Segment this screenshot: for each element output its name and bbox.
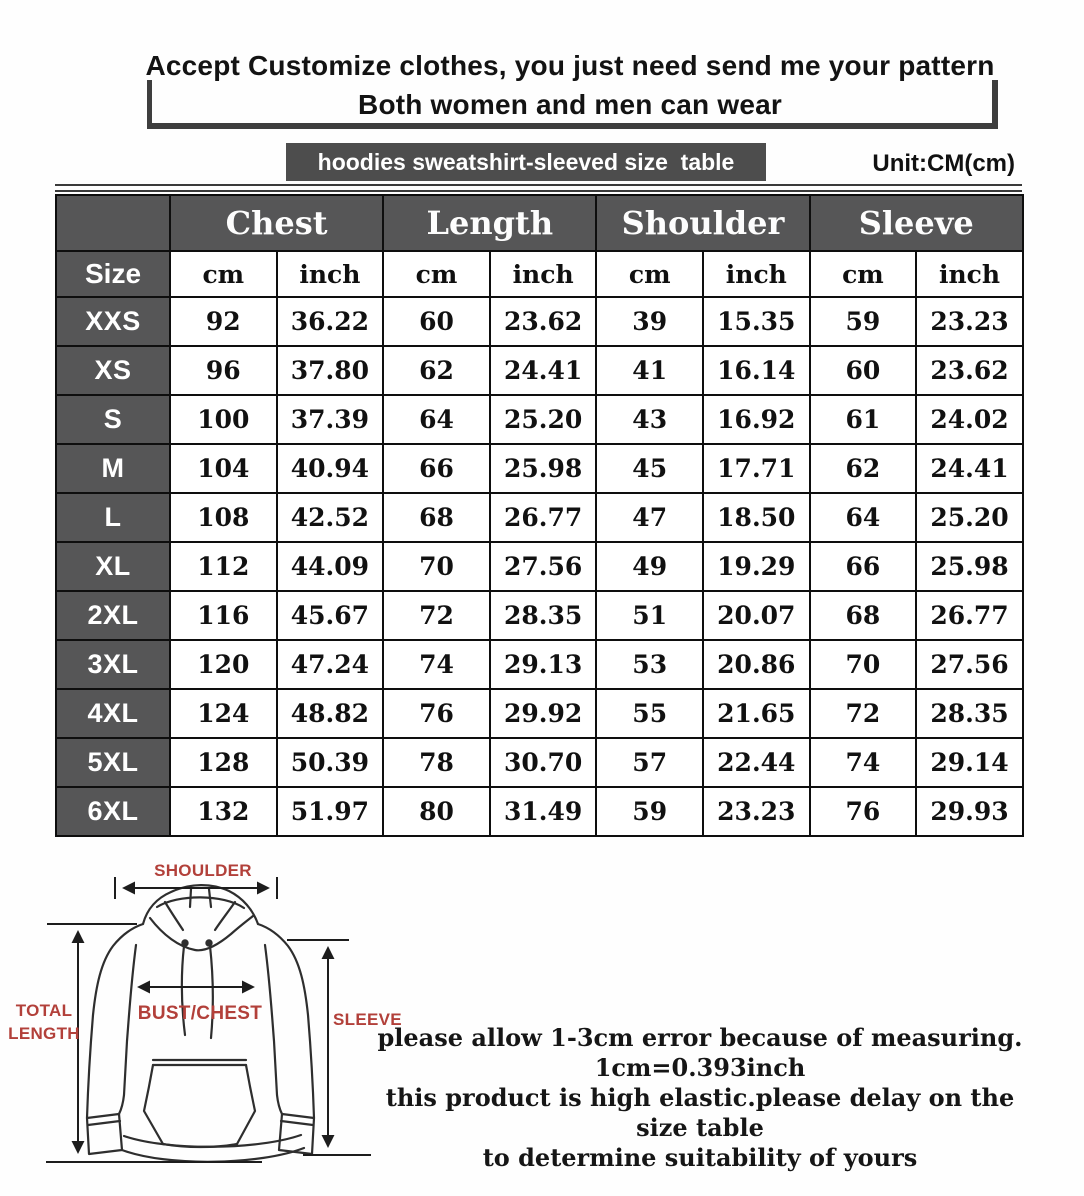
size-table-head xyxy=(56,195,1023,297)
size-row-4xl xyxy=(56,689,1023,738)
bust-chest-label: BUST/CHEST xyxy=(137,1003,263,1024)
value-cell: 29.13 xyxy=(490,640,597,689)
value-cell: 80 xyxy=(383,787,490,836)
value-cell: 42.52 xyxy=(277,493,384,542)
value-cell: 66 xyxy=(810,542,917,591)
value-cell: 51.97 xyxy=(277,787,384,836)
value-cell: 72 xyxy=(810,689,917,738)
sub-header-0-cm: cm xyxy=(170,251,277,297)
unit-label: Unit:CM(cm) xyxy=(872,150,1015,177)
column-group-sleeve: Sleeve xyxy=(810,195,1023,251)
value-cell: 17.71 xyxy=(703,444,810,493)
size-label-cell: 5XL xyxy=(56,738,170,787)
size-row-3xl xyxy=(56,640,1023,689)
size-label-cell: S xyxy=(56,395,170,444)
headline-line1: Accept Customize clothes, you just need send me your pattern xyxy=(145,50,995,81)
value-cell: 43 xyxy=(596,395,703,444)
note-line3: this product is high elastic.please delay on the size table xyxy=(385,1083,1015,1142)
size-label-cell: XS xyxy=(56,346,170,395)
value-cell: 51 xyxy=(596,591,703,640)
value-cell: 23.23 xyxy=(703,787,810,836)
value-cell: 27.56 xyxy=(490,542,597,591)
table-title-banner: hoodies sweatshirt-sleeved size table xyxy=(286,143,766,181)
value-cell: 96 xyxy=(170,346,277,395)
value-cell: 70 xyxy=(383,542,490,591)
sub-header-2-cm: cm xyxy=(383,251,490,297)
size-label-cell: 3XL xyxy=(56,640,170,689)
value-cell: 23.62 xyxy=(490,297,597,346)
column-group-shoulder: Shoulder xyxy=(596,195,809,251)
size-row-xs xyxy=(56,346,1023,395)
value-cell: 28.35 xyxy=(490,591,597,640)
size-table xyxy=(55,194,1024,837)
headline-line2: Both women and men can wear xyxy=(358,89,782,120)
value-cell: 62 xyxy=(810,444,917,493)
value-cell: 49 xyxy=(596,542,703,591)
value-cell: 45.67 xyxy=(277,591,384,640)
size-label-cell: M xyxy=(56,444,170,493)
value-cell: 59 xyxy=(810,297,917,346)
value-cell: 40.94 xyxy=(277,444,384,493)
total-length-label xyxy=(4,999,84,1045)
size-label-cell: XXS xyxy=(56,297,170,346)
value-cell: 18.50 xyxy=(703,493,810,542)
value-cell: 24.41 xyxy=(916,444,1023,493)
value-cell: 100 xyxy=(170,395,277,444)
value-cell: 66 xyxy=(383,444,490,493)
value-cell: 59 xyxy=(596,787,703,836)
sleeve-label: SLEEVE xyxy=(333,1010,402,1029)
value-cell: 48.82 xyxy=(277,689,384,738)
value-cell: 60 xyxy=(810,346,917,395)
total-length-label-line2: LENGTH xyxy=(8,1024,80,1043)
value-cell: 22.44 xyxy=(703,738,810,787)
value-cell: 25.20 xyxy=(916,493,1023,542)
value-cell: 120 xyxy=(170,640,277,689)
column-group-length: Length xyxy=(383,195,596,251)
value-cell: 104 xyxy=(170,444,277,493)
value-cell: 29.14 xyxy=(916,738,1023,787)
value-cell: 24.02 xyxy=(916,395,1023,444)
headline-bracket xyxy=(147,80,998,129)
sub-header-7-inch: inch xyxy=(916,251,1023,297)
value-cell: 76 xyxy=(383,689,490,738)
value-cell: 60 xyxy=(383,297,490,346)
note-line2: 1cm=0.393inch xyxy=(594,1053,806,1082)
value-cell: 16.14 xyxy=(703,346,810,395)
value-cell: 31.49 xyxy=(490,787,597,836)
size-label-cell: 2XL xyxy=(56,591,170,640)
value-cell: 23.62 xyxy=(916,346,1023,395)
value-cell: 23.23 xyxy=(916,297,1023,346)
value-cell: 37.80 xyxy=(277,346,384,395)
note-line4: to determine suitability of yours xyxy=(482,1143,918,1172)
value-cell: 20.07 xyxy=(703,591,810,640)
sub-header-6-cm: cm xyxy=(810,251,917,297)
value-cell: 47.24 xyxy=(277,640,384,689)
value-cell: 74 xyxy=(810,738,917,787)
size-row-6xl xyxy=(56,787,1023,836)
value-cell: 61 xyxy=(810,395,917,444)
sub-header-4-cm: cm xyxy=(596,251,703,297)
size-row-m xyxy=(56,444,1023,493)
value-cell: 132 xyxy=(170,787,277,836)
value-cell: 28.35 xyxy=(916,689,1023,738)
value-cell: 15.35 xyxy=(703,297,810,346)
value-cell: 124 xyxy=(170,689,277,738)
value-cell: 47 xyxy=(596,493,703,542)
size-label-cell: 4XL xyxy=(56,689,170,738)
column-group-chest: Chest xyxy=(170,195,383,251)
value-cell: 25.20 xyxy=(490,395,597,444)
value-cell: 68 xyxy=(383,493,490,542)
note-line1: please allow 1-3cm error because of measuring. xyxy=(377,1023,1023,1052)
value-cell: 36.22 xyxy=(277,297,384,346)
value-cell: 24.41 xyxy=(490,346,597,395)
table-corner-cell xyxy=(56,195,170,251)
size-row-xl xyxy=(56,542,1023,591)
value-cell: 25.98 xyxy=(916,542,1023,591)
size-header-cell: Size xyxy=(56,251,170,297)
value-cell: 29.92 xyxy=(490,689,597,738)
value-cell: 53 xyxy=(596,640,703,689)
value-cell: 21.65 xyxy=(703,689,810,738)
size-label-cell: 6XL xyxy=(56,787,170,836)
value-cell: 30.70 xyxy=(490,738,597,787)
value-cell: 78 xyxy=(383,738,490,787)
value-cell: 50.39 xyxy=(277,738,384,787)
sub-header-5-inch: inch xyxy=(703,251,810,297)
size-label-cell: XL xyxy=(56,542,170,591)
size-row-2xl xyxy=(56,591,1023,640)
total-length-label-line1: TOTAL xyxy=(15,1001,73,1020)
value-cell: 92 xyxy=(170,297,277,346)
size-row-5xl xyxy=(56,738,1023,787)
value-cell: 55 xyxy=(596,689,703,738)
value-cell: 39 xyxy=(596,297,703,346)
value-cell: 27.56 xyxy=(916,640,1023,689)
value-cell: 116 xyxy=(170,591,277,640)
value-cell: 26.77 xyxy=(916,591,1023,640)
value-cell: 37.39 xyxy=(277,395,384,444)
value-cell: 74 xyxy=(383,640,490,689)
size-table-body xyxy=(56,297,1023,836)
value-cell: 76 xyxy=(810,787,917,836)
value-cell: 64 xyxy=(810,493,917,542)
value-cell: 20.86 xyxy=(703,640,810,689)
table-top-rule xyxy=(55,184,1022,192)
value-cell: 25.98 xyxy=(490,444,597,493)
value-cell: 70 xyxy=(810,640,917,689)
value-cell: 19.29 xyxy=(703,542,810,591)
size-label-cell: L xyxy=(56,493,170,542)
value-cell: 112 xyxy=(170,542,277,591)
value-cell: 68 xyxy=(810,591,917,640)
value-cell: 16.92 xyxy=(703,395,810,444)
value-cell: 108 xyxy=(170,493,277,542)
value-cell: 45 xyxy=(596,444,703,493)
size-row-s xyxy=(56,395,1023,444)
measuring-notes xyxy=(360,1023,1040,1173)
value-cell: 57 xyxy=(596,738,703,787)
size-row-l xyxy=(56,493,1023,542)
sub-header-1-inch: inch xyxy=(277,251,384,297)
value-cell: 44.09 xyxy=(277,542,384,591)
value-cell: 41 xyxy=(596,346,703,395)
value-cell: 128 xyxy=(170,738,277,787)
value-cell: 72 xyxy=(383,591,490,640)
value-cell: 26.77 xyxy=(490,493,597,542)
value-cell: 62 xyxy=(383,346,490,395)
size-row-xxs xyxy=(56,297,1023,346)
value-cell: 29.93 xyxy=(916,787,1023,836)
sub-header-3-inch: inch xyxy=(490,251,597,297)
value-cell: 64 xyxy=(383,395,490,444)
shoulder-label: SHOULDER xyxy=(154,861,252,880)
